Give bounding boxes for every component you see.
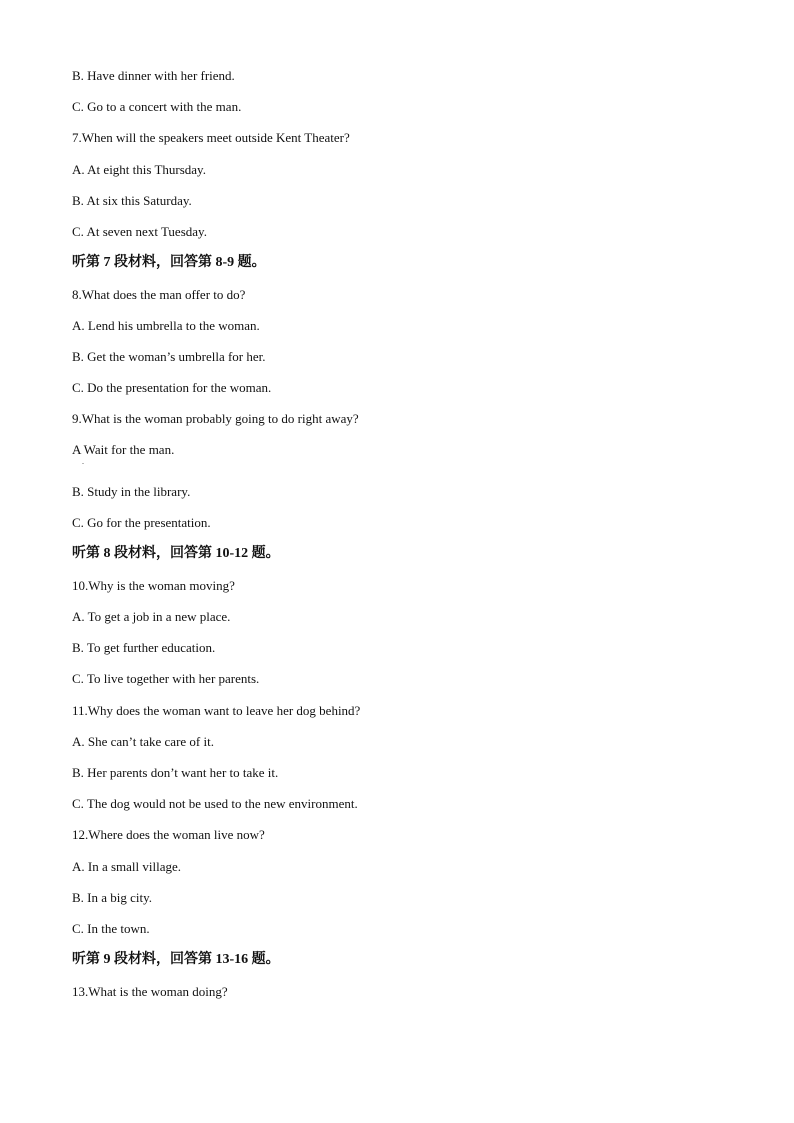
question-13: 13.What is the woman doing? xyxy=(72,984,228,999)
option-10a: A. To get a job in a new place. xyxy=(72,609,231,624)
question-9: 9.What is the woman probably going to do right away? xyxy=(72,411,359,426)
option-11b: B. Her parents don’t want her to take it. xyxy=(72,765,279,780)
question-11: 11.Why does the woman want to leave her dog behind? xyxy=(72,703,361,718)
section-heading-7: 听第 7 段材料，回答第 8-9 题。 xyxy=(72,255,266,270)
question-12: 12.Where does the woman live now? xyxy=(72,827,265,842)
option-9c: C. Go for the presentation. xyxy=(72,515,211,530)
option-10c: C. To live together with her parents. xyxy=(72,671,260,686)
question-8: 8.What does the man offer to do? xyxy=(72,287,246,302)
section-heading-8: 听第 8 段材料，回答第 10-12 题。 xyxy=(72,546,280,561)
stray-mark: . xyxy=(82,457,84,466)
option-7b: B. At six this Saturday. xyxy=(72,193,192,208)
option-8a: A. Lend his umbrella to the woman. xyxy=(72,318,260,333)
option-6b: B. Have dinner with her friend. xyxy=(72,68,235,83)
section-heading-9: 听第 9 段材料，回答第 13-16 题。 xyxy=(72,952,280,967)
option-9a: A Wait for the man. xyxy=(72,442,175,457)
option-10b: B. To get further education. xyxy=(72,640,216,655)
option-12a: A. In a small village. xyxy=(72,859,182,874)
option-7c: C. At seven next Tuesday. xyxy=(72,224,207,239)
option-9b: B. Study in the library. xyxy=(72,484,191,499)
question-10: 10.Why is the woman moving? xyxy=(72,578,235,593)
option-11a: A. She can’t take care of it. xyxy=(72,734,214,749)
option-8c: C. Do the presentation for the woman. xyxy=(72,380,272,395)
option-8b: B. Get the woman’s umbrella for her. xyxy=(72,349,266,364)
option-12c: C. In the town. xyxy=(72,921,150,936)
question-7: 7.When will the speakers meet outside Kent Theater? xyxy=(72,130,350,145)
option-11c: C. The dog would not be used to the new environment. xyxy=(72,796,358,811)
option-6c: C. Go to a concert with the man. xyxy=(72,99,242,114)
option-12b: B. In a big city. xyxy=(72,890,153,905)
option-7a: A. At eight this Thursday. xyxy=(72,162,206,177)
